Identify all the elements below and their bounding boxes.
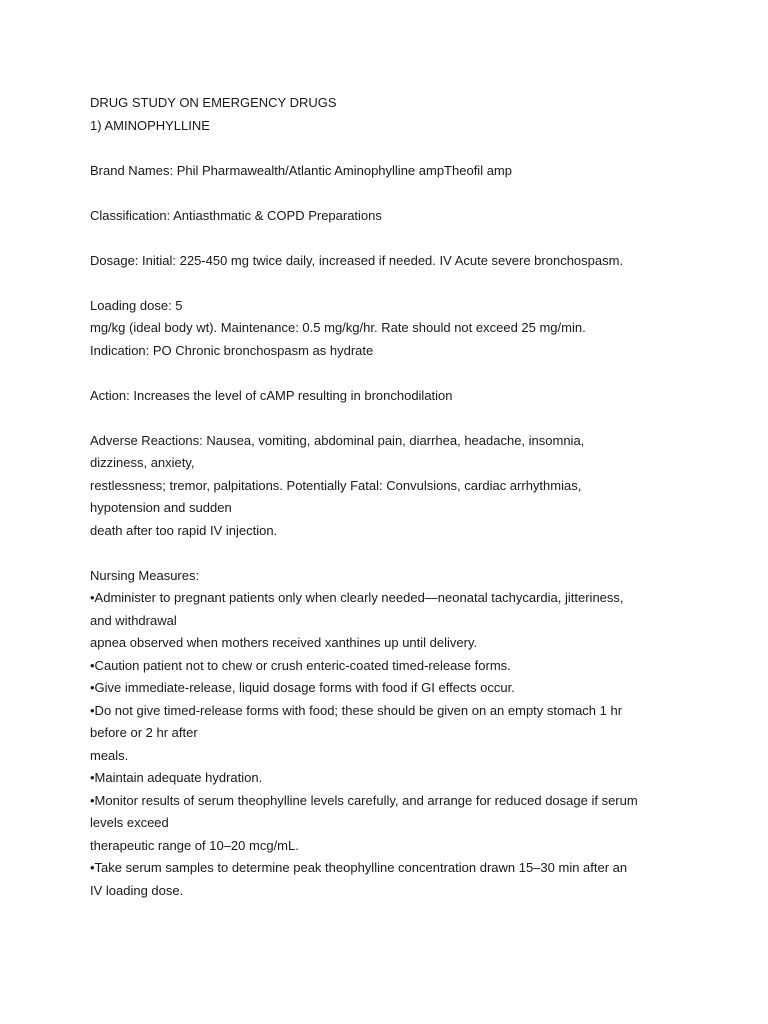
drug-heading: 1) AMINOPHYLLINE <box>90 117 210 133</box>
adverse-reactions-line: Adverse Reactions: Nausea, vomiting, abdominal pain, diarrhea, headache, insomnia, <box>90 432 585 448</box>
nursing-measures-line: IV loading dose. <box>90 882 184 898</box>
nursing-measures-line: apnea observed when mothers received xanthines up until delivery. <box>90 635 478 650</box>
nursing-measures-line: •Caution patient not to chew or crush enteric-coated timed-release forms. <box>90 657 511 673</box>
loading-dose-line: Loading dose: 5 <box>90 297 183 313</box>
indication-line: Indication: PO Chronic bronchospasm as hydrate <box>90 342 374 358</box>
adverse-reactions-line: restlessness; tremor, palpitations. Potentially Fatal: Convulsions, cardiac arrhythmias, <box>90 477 582 493</box>
nursing-measures-line: therapeutic range of 10–20 mcg/mL. <box>90 837 299 853</box>
nursing-measures-line: •Give immediate-release, liquid dosage forms with food if GI effects occur. <box>90 680 515 695</box>
dosage: Dosage: Initial: 225-450 mg twice daily, increased if needed. IV Acute severe bronchospasm. <box>90 252 624 268</box>
adverse-reactions-line: dizziness, anxiety, <box>90 455 195 470</box>
spacer <box>90 407 690 430</box>
adverse-reactions-line: death after too rapid IV injection. <box>90 522 278 538</box>
spacer <box>90 137 690 160</box>
spacer <box>90 542 690 565</box>
spacer <box>90 272 690 295</box>
nursing-measures-heading: Nursing Measures: <box>90 567 200 583</box>
nursing-measures-line: •Administer to pregnant patients only when clearly needed—neonatal tachycardia, jitteriness, <box>90 590 624 605</box>
document-body <box>90 92 690 902</box>
nursing-measures-line: •Maintain adequate hydration. <box>90 770 263 785</box>
adverse-reactions-line: hypotension and sudden <box>90 500 232 515</box>
spacer <box>90 362 690 385</box>
nursing-measures-line: •Take serum samples to determine peak theophylline concentration drawn 15–30 min after an <box>90 860 628 875</box>
classification: Classification: Antiasthmatic & COPD Preparations <box>90 207 382 223</box>
nursing-measures-line: and withdrawal <box>90 612 177 628</box>
action: Action: Increases the level of cAMP resulting in bronchodilation <box>90 387 453 403</box>
spacer <box>90 227 690 250</box>
nursing-measures-line: meals. <box>90 747 129 763</box>
nursing-measures-line: •Monitor results of serum theophylline levels carefully, and arrange for reduced dosage if serum <box>90 792 638 808</box>
brand-names: Brand Names: Phil Pharmawealth/Atlantic Aminophylline ampTheofil amp <box>90 162 512 178</box>
spacer <box>90 182 690 205</box>
nursing-measures-line: levels exceed <box>90 815 169 830</box>
document-title: DRUG STUDY ON EMERGENCY DRUGS <box>90 95 337 110</box>
maintenance-line: mg/kg (ideal body wt). Maintenance: 0.5 mg/kg/hr. Rate should not exceed 25 mg/min. <box>90 320 586 335</box>
nursing-measures-line: •Do not give timed-release forms with food; these should be given on an empty stomach 1 hr <box>90 702 623 718</box>
nursing-measures-line: before or 2 hr after <box>90 725 198 740</box>
